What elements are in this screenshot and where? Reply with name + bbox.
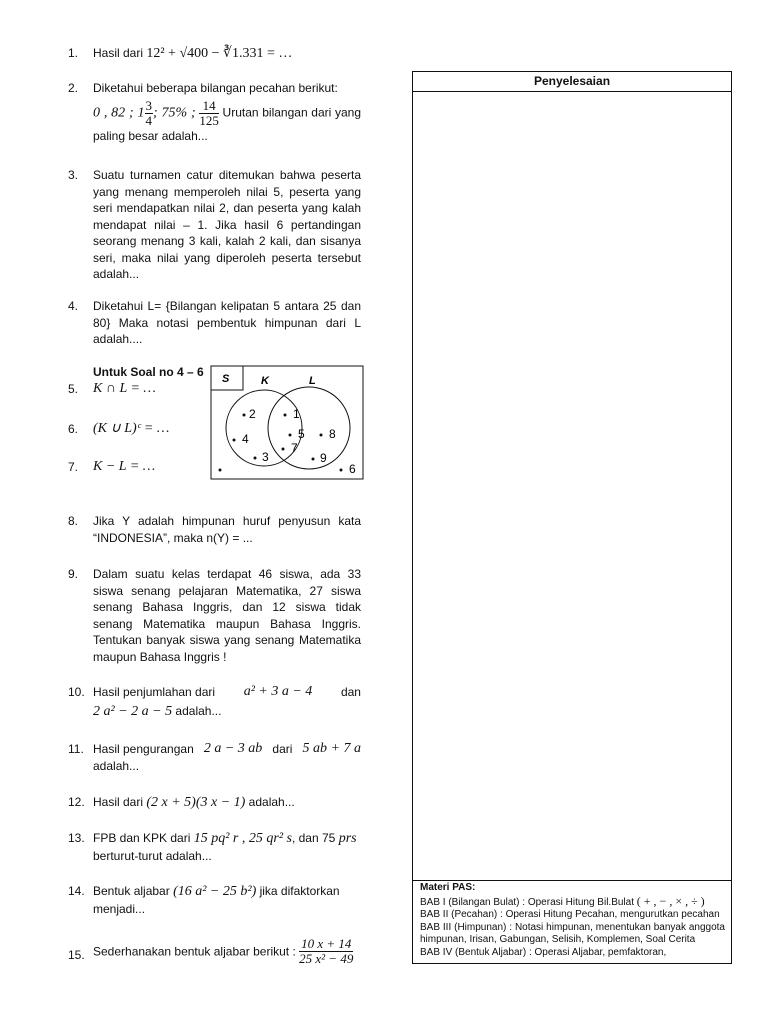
question-number: 15. bbox=[68, 948, 85, 962]
math-fraction: $\frac{10 x + 14}{\text{25 x² − 49}}$ bbox=[299, 936, 354, 966]
question-number: 9. bbox=[68, 567, 79, 581]
element-9: 9 bbox=[320, 451, 327, 465]
element-3: 3 bbox=[262, 450, 269, 464]
element-1: 1 bbox=[293, 407, 300, 421]
question-text: Sederhanakan bentuk aljabar berikut : bbox=[93, 944, 300, 959]
materi-bab-3: BAB III (Himpunan) : Notasi himpunan, menentukan banyak anggota himpunan, Irisan, Gabungan, Selisih, Komplemen, Soal Cerita bbox=[420, 921, 725, 946]
math-expression: (16 a² − 25 b²) bbox=[173, 884, 257, 899]
element-6: 6 bbox=[349, 462, 356, 476]
math-expression: K ∩ L = … bbox=[93, 381, 156, 396]
materi-title: Materi PAS: bbox=[420, 882, 476, 893]
element-2: 2 bbox=[249, 407, 256, 421]
element-8: 8 bbox=[329, 427, 336, 441]
question-number: 1. bbox=[68, 46, 79, 60]
math-expression: 2 a² − 2 a − 5 bbox=[93, 703, 173, 719]
set-L-circle bbox=[268, 387, 350, 469]
materi-bab-1: BAB I (Bilangan Bulat) : Operasi Hitung Bil.Bulat ( + , − , × , ÷ ) bbox=[420, 893, 705, 908]
question-text: Hasil dari bbox=[93, 46, 147, 60]
question-number: 12. bbox=[68, 795, 85, 809]
label-L: L bbox=[309, 375, 316, 387]
question-number: 4. bbox=[68, 299, 79, 313]
math-expression: 15 pq² r , 25 qr² s bbox=[193, 831, 292, 846]
question-number: 3. bbox=[68, 168, 79, 182]
math-expression: 2 a − 3 ab bbox=[203, 741, 263, 756]
question-text: Hasil penjumlahan dari bbox=[93, 685, 216, 699]
question-number: 2. bbox=[68, 81, 79, 95]
math-expression: (K ∪ L)ᶜ = … bbox=[93, 421, 170, 436]
question-number: 6. bbox=[68, 422, 79, 436]
question-text: Diketahui beberapa bilangan pecahan berikut: bbox=[93, 81, 338, 95]
label-S: S bbox=[222, 373, 230, 385]
question-number: 10. bbox=[68, 685, 85, 699]
venn-diagram bbox=[210, 365, 365, 480]
materi-box bbox=[413, 880, 731, 963]
fraction-list: 0 , 82 ; 1 $\frac{3}{4}$ ; 75% ; $\frac{14}{125}$ Urutan bilangan dari yang paling besar adalah... bbox=[93, 97, 361, 143]
venn-caption: Untuk Soal no 4 – 6 bbox=[93, 365, 204, 379]
math-expression: 12² + √400 − ∛1.331 = … bbox=[146, 46, 293, 61]
question-text: Dalam suatu kelas terdapat 46 siswa, ada 33 siswa senang pelajaran Matematika, 27 siswa senang Bahasa Inggris, dan 12 siswa tidak senang Matematika maupun Bahasa Inggris. Tentukan banyak siswa yang senang Matematika maupun Bahasa Inggris ! bbox=[93, 567, 361, 664]
element-5: 5 bbox=[298, 427, 305, 441]
question-text: Suatu turnamen catur ditemukan bahwa peserta yang menang memperoleh nilai 5, peserta yang seri mendapatkan nilai 2, dan peserta yang kalah mendapat nilai – 1. Jika hasil 6 pertandingan seorang menang 3 kali, kalah 2 kali, dan sisanya seri, maka nilai yang diperoleh peserta tersebut adalah... bbox=[93, 168, 361, 281]
materi-bab-4: BAB IV (Bentuk Aljabar) : Operasi Aljabar, pemfaktoran, bbox=[420, 946, 667, 958]
outside-dot bbox=[219, 469, 222, 472]
math-expression: (2 x + 5)(3 x − 1) bbox=[146, 795, 246, 810]
math-expression: prs bbox=[338, 831, 357, 846]
solution-panel bbox=[412, 71, 732, 964]
math-expression: K − L = … bbox=[93, 459, 156, 474]
math-expression: 5 ab + 7 a bbox=[302, 741, 361, 756]
question-text: Hasil dari bbox=[93, 795, 147, 809]
question-number: 13. bbox=[68, 831, 85, 845]
question-text: Jika Y adalah himpunan huruf penyusun kata “INDONESIA”, maka n(Y) = ... bbox=[93, 514, 361, 545]
panel-title: Penyelesaian bbox=[413, 72, 731, 92]
question-number: 14. bbox=[68, 884, 85, 898]
question-text: Hasil pengurangan bbox=[93, 742, 194, 756]
question-number: 7. bbox=[68, 460, 79, 474]
question-text-cont: Urutan bilangan dari yang paling besar adalah... bbox=[93, 105, 361, 143]
math-expression: a² + 3 a − 4 bbox=[243, 684, 313, 699]
question-text: Bentuk aljabar bbox=[93, 884, 174, 898]
question-number: 5. bbox=[68, 382, 79, 396]
question-text: Diketahui L= {Bilangan kelipatan 5 antara 25 dan 80} Maka notasi pembentuk himpunan dari L adalah.... bbox=[93, 299, 361, 346]
element-4: 4 bbox=[242, 432, 249, 446]
element-7: 7 bbox=[291, 441, 298, 455]
question-number: 8. bbox=[68, 514, 79, 528]
label-K: K bbox=[261, 375, 269, 387]
materi-bab-2: BAB II (Pecahan) : Operasi Hitung Pecahan, mengurutkan pecahan bbox=[420, 909, 720, 921]
question-number: 11. bbox=[68, 742, 84, 756]
question-text: FPB dan KPK dari bbox=[93, 831, 194, 845]
